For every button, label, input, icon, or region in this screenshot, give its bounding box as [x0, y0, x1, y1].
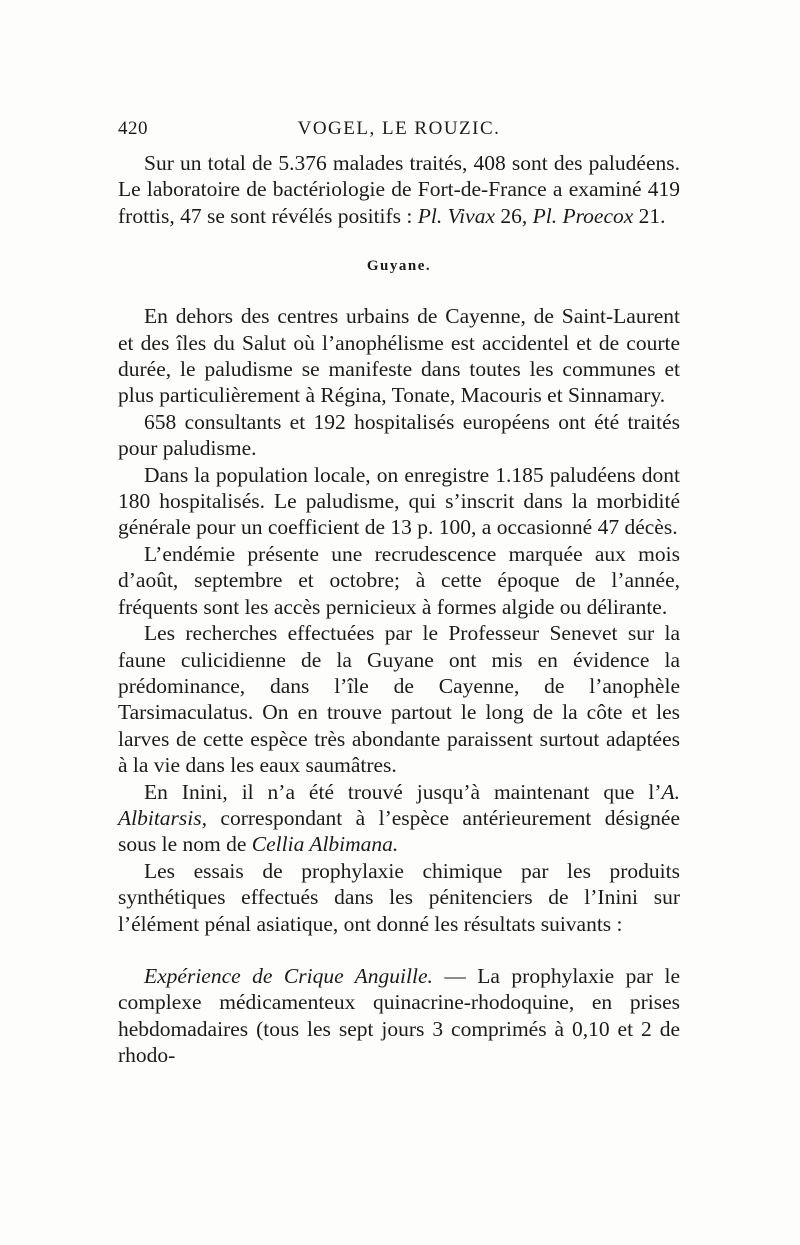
paragraph-prophylaxis: Les essais de prophylaxie chimique par les produits synthétiques effectués dans les pénitenciers de l’Inini sur l’élément pénal asiatique, ont donné les résultats suivants : — [118, 858, 680, 936]
proecox-count: 21. — [633, 203, 666, 228]
section-heading: Guyane. — [366, 258, 432, 275]
paragraph-research: Les recherches effectuées par le Professeur Senevet sur la faune culicidienne de la Guyane ont mis en évidence la prédominance, dans l’île de Cayenne, de l’anophèle Tarsimaculatus. On en trouve partout le long de la côte et les larves de cette espèce très abondante paraissent surtout adaptées à la vie dans les eaux saumâtres. — [118, 621, 680, 778]
species-albitarsis: A. Albitarsis, — [118, 779, 680, 830]
paragraph-urban-centres: En dehors des centres urbains de Cayenne, de Saint-Laurent et des îles du Salut où l’anophélisme est accidentel et de courte durée, le paludisme se manifeste dans toutes les communes et plus particulièrement à Régina, Tonate, Macouris et Sinnamary. — [118, 304, 680, 408]
vivax-count: 26, — [494, 203, 533, 228]
experiment-text: — La prophylaxie par le complexe médicamenteux quinacrine-rhodoquine, en prises hebdomadaires (tous les sept jours 3 comprimés à 0,10 et 2 de rhodo- — [118, 963, 680, 1068]
intro-paragraph — [118, 150, 680, 229]
proecox-label: Pl. Proecox — [532, 203, 634, 228]
intro-text: Sur un total de 5.376 malades traités, 408 sont des paludéens. Le laboratoire de bactériologie de Fort-de-France a examiné 419 frottis, 47 se sont révélés positifs : — [118, 151, 680, 228]
inini-text-middle: correspondant à l’espèce antérieurement désignée sous le nom de — [118, 805, 680, 857]
species-albimana: Cellia Albimana. — [251, 832, 399, 857]
experiment-title: Expérience de Crique Anguille. — [144, 963, 433, 988]
paragraph-local-population: Dans la population locale, on enregistre 1.185 paludéens dont 180 hospitalisés. Le paludisme, qui s’inscrit dans la morbidité générale pour un coefficient de 13 p. 100, a occasionné 47 décès. — [118, 462, 680, 540]
paragraph-inini — [118, 779, 680, 858]
paragraph-endemic: L’endémie présente une recrudescence marquée aux mois d’août, septembre et octobre; à cette époque de l’année, fréquents sont les accès pernicieux à formes algide ou délirante. — [118, 541, 680, 619]
vivax-label: Pl. Vivax — [417, 203, 495, 228]
running-title: VOGEL, LE ROUZIC. — [297, 118, 501, 139]
paragraph-experiment — [118, 963, 680, 1069]
running-head — [118, 118, 680, 146]
page-number: 420 — [118, 118, 148, 139]
inini-text-before: En Inini, il n’a été trouvé jusqu’à maintenant que l’ — [144, 779, 662, 804]
paragraph-europeans: 658 consultants et 192 hospitalisés européens ont été traités pour paludisme. — [118, 409, 680, 461]
body-text — [118, 150, 680, 1069]
